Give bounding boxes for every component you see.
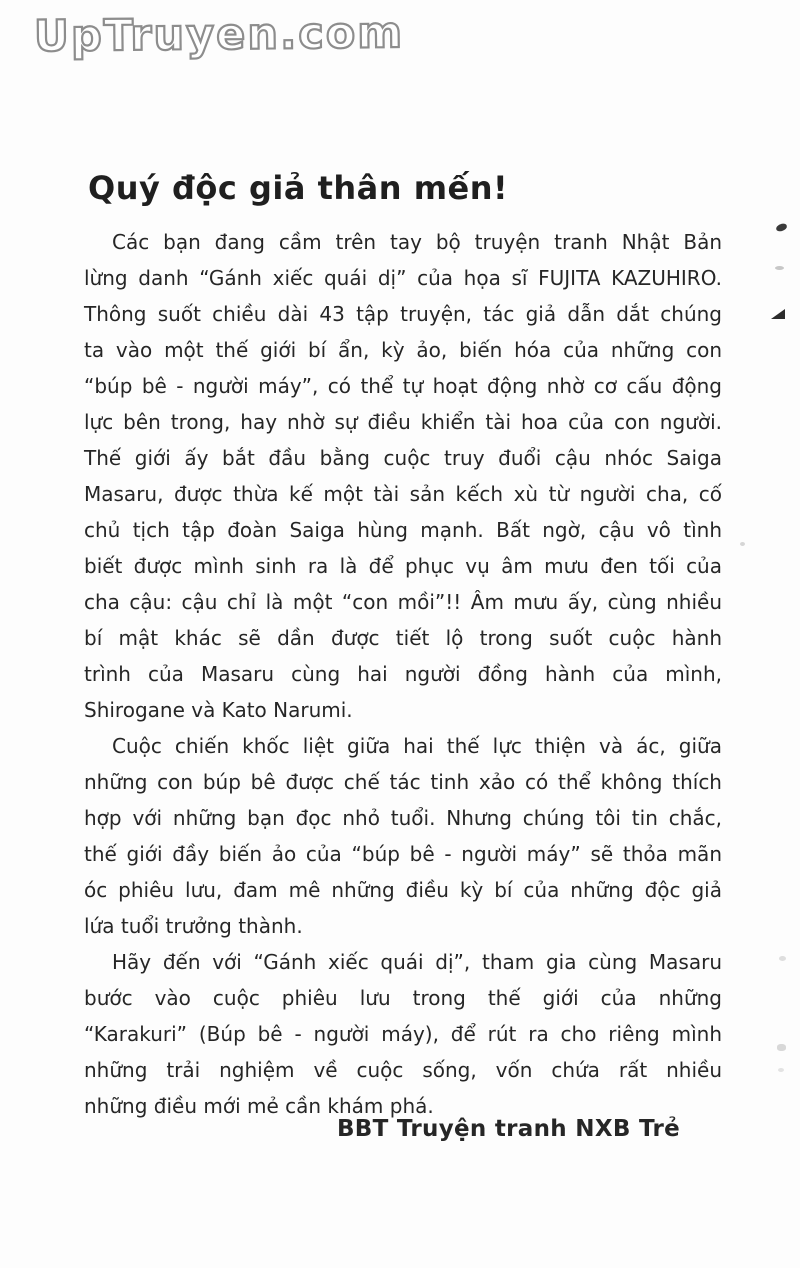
text-line: chủ tịch tập đoàn Saiga hùng mạnh. Bất ngờ, cậu vô tình xyxy=(84,518,722,542)
paragraph xyxy=(84,944,722,1124)
text-line: Shirogane và Kato Narumi. xyxy=(84,698,353,722)
scan-artifact xyxy=(778,1068,784,1072)
scan-artifact xyxy=(740,542,745,546)
editorial-signature: BBT Truyện tranh NXB Trẻ xyxy=(336,1116,680,1142)
text-line: Cuộc chiến khốc liệt giữa hai thế lực thiện và ác, giữa xyxy=(112,734,722,758)
text-line: bí mật khác sẽ dần được tiết lộ trong suốt cuộc hành xyxy=(84,626,722,650)
scan-artifact xyxy=(775,266,784,270)
paragraph xyxy=(84,728,722,944)
text-line: Thế giới ấy bắt đầu bằng cuộc truy đuổi cậu nhóc Saiga xyxy=(84,446,722,470)
scan-artifact xyxy=(771,309,785,319)
text-line: hợp với những bạn đọc nhỏ tuổi. Nhưng chúng tôi tin chắc, xyxy=(84,806,722,830)
text-line: óc phiêu lưu, đam mê những điều kỳ bí của những độc giả xyxy=(84,878,722,902)
scan-artifact xyxy=(779,956,786,961)
text-line: biết được mình sinh ra là để phục vụ âm mưu đen tối của xyxy=(84,554,722,578)
text-line: Các bạn đang cầm trên tay bộ truyện tranh Nhật Bản xyxy=(112,230,722,254)
text-line: những con búp bê được chế tác tinh xảo có thể không thích xyxy=(84,770,722,794)
text-line: thế giới đầy biến ảo của “búp bê - người máy” sẽ thỏa mãn xyxy=(84,842,722,866)
text-line: ta vào một thế giới bí ẩn, kỳ ảo, biến hóa của những con xyxy=(84,338,722,362)
text-line: Hãy đến với “Gánh xiếc quái dị”, tham gia cùng Masaru xyxy=(112,950,722,974)
text-line: bước vào cuộc phiêu lưu trong thế giới của những xyxy=(84,986,722,1010)
text-line: lừng danh “Gánh xiếc quái dị” của họa sĩ FUJITA KAZUHIRO. xyxy=(84,266,722,290)
text-line: “Karakuri” (Búp bê - người máy), để rút ra cho riêng mình xyxy=(84,1022,722,1046)
paragraph xyxy=(84,224,722,728)
text-line: trình của Masaru cùng hai người đồng hành của mình, xyxy=(84,662,722,686)
text-line: những điều mới mẻ cần khám phá. xyxy=(84,1094,434,1118)
text-line: Masaru, được thừa kế một tài sản kếch xù từ người cha, cố xyxy=(84,482,722,506)
scan-artifact xyxy=(777,1044,786,1051)
text-line: cha cậu: cậu chỉ là một “con mồi”!! Âm mưu ấy, cùng nhiều xyxy=(84,590,722,614)
text-line: Thông suốt chiều dài 43 tập truyện, tác giả dẫn dắt chúng xyxy=(84,302,722,326)
site-watermark: UpTruyen.com xyxy=(33,8,405,62)
letter-body xyxy=(84,224,722,1124)
text-line: “búp bê - người máy”, có thể tự hoạt động nhờ cơ cấu động xyxy=(84,374,722,398)
page-title: Quý độc giả thân mến! xyxy=(88,169,509,208)
text-line: lứa tuổi trưởng thành. xyxy=(84,914,303,938)
text-line: những trải nghiệm về cuộc sống, vốn chứa rất nhiều xyxy=(84,1058,722,1082)
text-line: lực bên trong, hay nhờ sự điều khiển tài hoa của con người. xyxy=(84,410,722,434)
scan-artifact xyxy=(775,223,787,232)
